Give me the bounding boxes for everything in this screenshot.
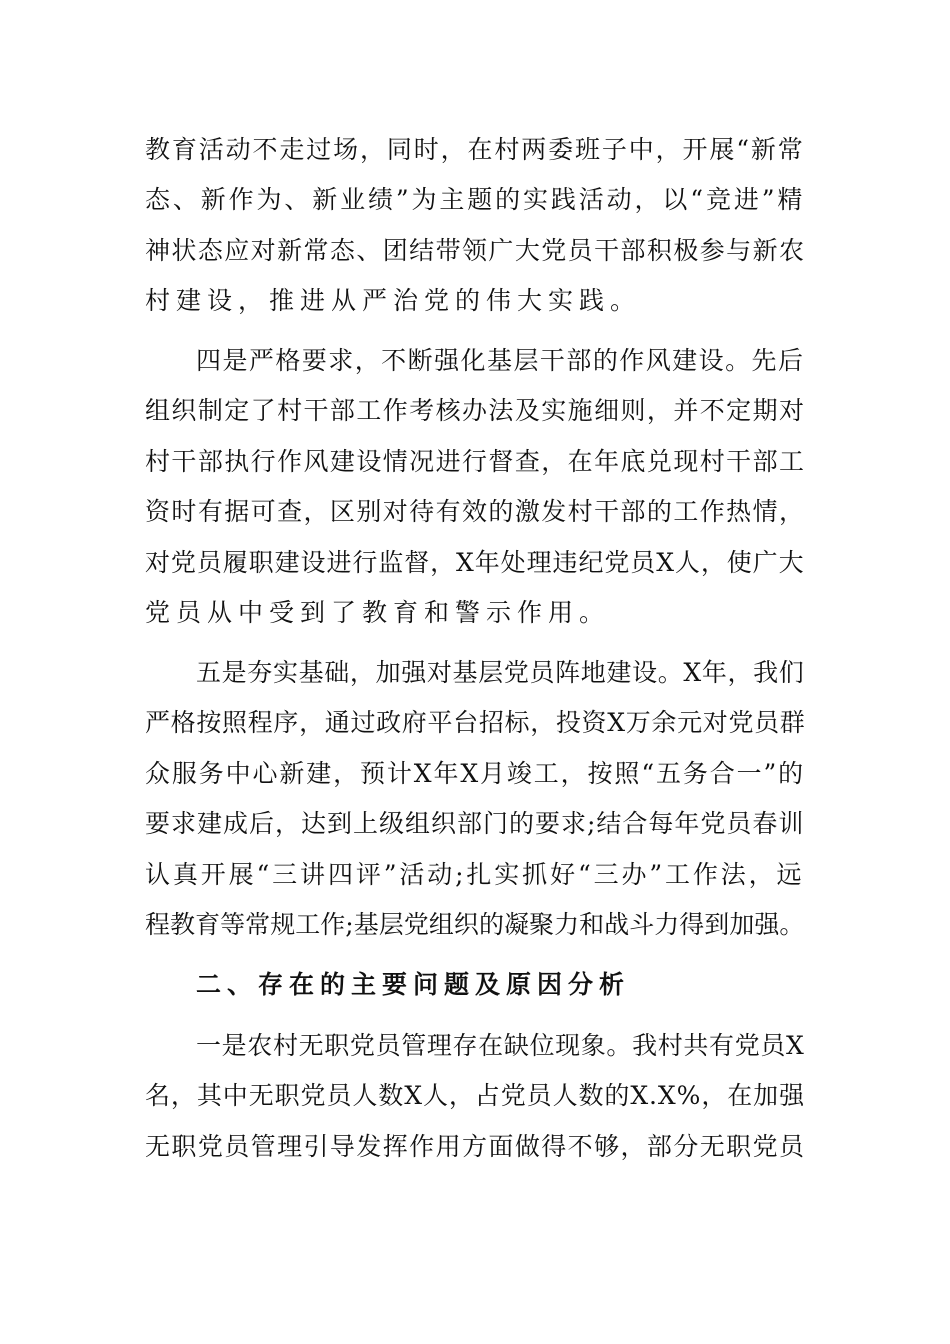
paragraph-line: 名，其中无职党员人数X人，占党员人数的X.X%，在加强: [145, 1081, 806, 1110]
paragraph-line: 程教育等常规工作;基层党组织的凝聚力和战斗力得到加强。: [145, 910, 805, 939]
paragraph-line: 党员从中受到了教育和警示作用。: [145, 598, 611, 627]
section-heading: 二、存在的主要问题及原因分析: [196, 970, 631, 999]
paragraph-line: 无职党员管理引导发挥作用方面做得不够，部分无职党员: [145, 1132, 806, 1161]
paragraph-line: 神状态应对新常态、团结带领广大党员干部积极参与新农: [145, 236, 806, 265]
paragraph-line: 严格按照程序，通过政府平台招标，投资X万余元对党员群: [145, 708, 806, 737]
paragraph-line: 一是农村无职党员管理存在缺位现象。我村共有党员X: [196, 1031, 805, 1060]
paragraph-line: 四是严格要求，不断强化基层干部的作风建设。先后: [196, 346, 805, 375]
paragraph-line: 五是夯实基础，加强对基层党员阵地建设。X年，我们: [196, 658, 805, 687]
paragraph-line: 认真开展“三讲四评”活动;扎实抓好“三办”工作法，远: [145, 860, 805, 889]
paragraph-line: 村干部执行作风建设情况进行督查，在年底兑现村干部工: [145, 447, 806, 476]
paragraph-line: 资时有据可查，区别对待有效的激发村干部的工作热情，: [145, 497, 806, 526]
paragraph-line: 众服务中心新建，预计X年X月竣工，按照“五务合一”的: [145, 759, 806, 788]
paragraph-line: 村建设，推进从严治党的伟大实践。: [145, 286, 642, 315]
paragraph-line: 态、新作为、新业绩”为主题的实践活动，以“竞进”精: [145, 185, 806, 214]
paragraph-line: 组织制定了村干部工作考核办法及实施细则，并不定期对: [145, 396, 806, 425]
paragraph-line: 对党员履职建设进行监督，X年处理违纪党员X人，使广大: [145, 548, 805, 577]
paragraph-line: 要求建成后，达到上级组织部门的要求;结合每年党员春训: [145, 809, 805, 838]
paragraph-line: 教育活动不走过场，同时，在村两委班子中，开展“新常: [145, 135, 805, 164]
